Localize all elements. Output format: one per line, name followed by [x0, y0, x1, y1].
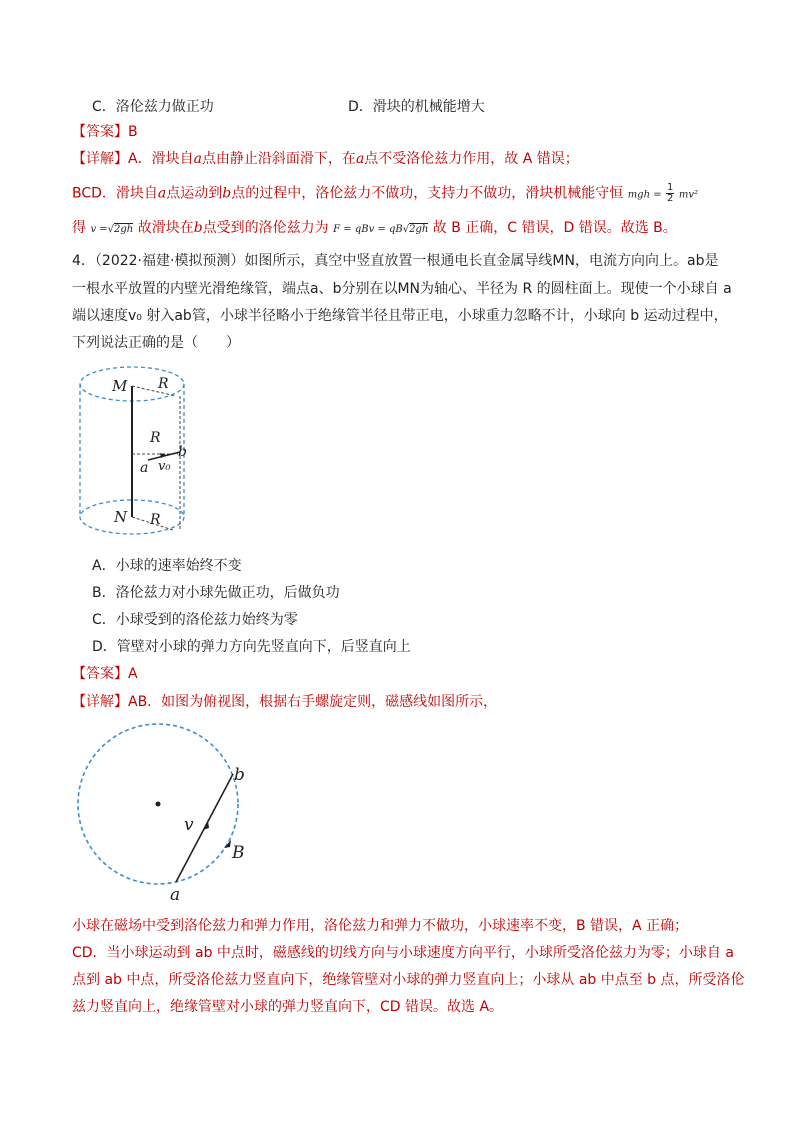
label-m: M — [112, 377, 128, 395]
label-v0: v₀ — [158, 459, 171, 474]
eq-half — [666, 183, 674, 204]
label-r-bottom: R — [150, 512, 161, 528]
option-a: A．小球的速率始终不变 — [92, 558, 242, 574]
label-r-mid: R — [150, 430, 161, 446]
detail-label: 【详解】 — [72, 694, 128, 710]
label-b-field: B — [232, 843, 245, 863]
option-b: B．洛伦兹力对小球先做正功，后做负功 — [92, 585, 340, 601]
var-a: a — [355, 151, 365, 167]
eq-sqrt: 2gh — [409, 224, 429, 235]
label-v: v — [184, 815, 194, 835]
question-stem-line-4: 下列说法正确的是（ ） — [72, 335, 240, 351]
question-stem-line-1: 4．（2022·福建·模拟预测）如图所示，真空中竖直放置一根通电长直金属导线MN，电流方向向上。ab是 — [72, 253, 719, 269]
frac-num: 1 — [667, 182, 674, 193]
detail-text: AB．如图为俯视图，根据右手螺旋定则，磁感线如图所示， — [128, 694, 498, 710]
detail-text: 点受到的洛伦兹力为 — [202, 220, 329, 236]
radius-top — [132, 386, 176, 396]
detail-line-1 — [72, 149, 579, 169]
var-b: b — [193, 220, 203, 236]
answer-row — [72, 122, 138, 142]
question-stem-line-3: 端以速度v₀ 射入ab管，小球半径略小于绝缘管半径且带正电，小球重力忽略不计，小球向 b 运动过程中， — [72, 308, 728, 324]
answer-label: 【答案】 — [72, 666, 128, 682]
label-a: a — [140, 460, 149, 476]
explain-line-1: 小球在磁场中受到洛伦兹力和弹力作用，洛伦兹力和弹力不做功，小球速率不变，B 错误，A 正确； — [72, 918, 689, 934]
var-a: a — [193, 151, 202, 167]
detail-text: BCD．滑块自 — [72, 185, 158, 202]
option-c: C．小球受到的洛伦兹力始终为零 — [92, 612, 298, 628]
detail-text: 点由静止沿斜面滑下，在 — [201, 151, 356, 167]
detail-text: A．滑块自 — [128, 151, 194, 167]
label-b: b — [234, 765, 245, 785]
answer-label: 【答案】 — [72, 124, 128, 140]
velocity-arrow-icon — [203, 821, 209, 830]
detail-text: 点运动到 — [166, 185, 223, 202]
detail-text: 故滑块在 — [137, 220, 194, 236]
eq-mv2: mv² — [678, 189, 699, 201]
detail-line-1 — [72, 692, 497, 712]
question-stem-line-2: 一根水平放置的内壁光滑绝缘管，端点a、b分别在以MN为轴心、半径为 R 的圆柱面上。现使一个小球自 a — [72, 281, 732, 297]
frac-den: 2 — [667, 193, 674, 204]
explain-line-3: 点到 ab 中点，所受洛伦兹力竖直向下，绝缘管壁对小球的弹力竖直向上；小球从 ab 中点至 b 点，所受洛伦 — [72, 972, 745, 988]
option-d: D．滑块的机械能增大 — [348, 99, 485, 115]
answer-value: B — [128, 124, 138, 140]
eq-force: F = qBv = qB — [333, 224, 403, 235]
label-r-top: R — [158, 376, 169, 392]
answer-value: A — [128, 666, 138, 682]
eq-v: v = — [90, 224, 108, 235]
explain-line-4: 兹力竖直向上，绝缘管壁对小球的弹力竖直向下，CD 错误。故选 A。 — [72, 999, 504, 1015]
detail-text: 故 B 正确，C 错误，D 错误。故选 B。 — [432, 220, 677, 236]
var-a: a — [157, 185, 167, 202]
top-view-figure — [72, 722, 262, 902]
detail-text: 得 — [72, 220, 86, 236]
option-c: C．洛伦兹力做正功 — [92, 99, 214, 115]
detail-line-3: 得 v =√2gh 故滑块在b点受到的洛伦兹力为 F = qBv = qB√2gh 故 B 正确，C 错误，D 错误。故选 B。 — [72, 220, 677, 236]
cylinder-figure — [70, 360, 200, 550]
label-n: N — [114, 508, 128, 526]
detail-line-2 — [72, 183, 698, 206]
detail-text: 点的过程中，洛伦兹力不做功，支持力不做功，滑块机械能守恒 — [231, 185, 624, 202]
center-dot-icon — [156, 802, 161, 807]
label-b: b — [178, 444, 187, 460]
detail-label: 【详解】 — [72, 151, 128, 167]
option-d: D．管壁对小球的弹力方向先竖直向下，后竖直向上 — [92, 639, 411, 655]
var-b: b — [222, 185, 232, 202]
eq-mgh: mgh = — [627, 189, 662, 201]
explain-line-2: CD．当小球运动到 ab 中点时，磁感线的切线方向与小球速度方向平行，小球所受洛伦兹力为零；小球自 a — [72, 945, 734, 961]
detail-text: 点不受洛伦兹力作用，故 A 错误； — [364, 151, 579, 167]
answer-row — [72, 664, 138, 684]
label-a: a — [170, 885, 181, 902]
eq-sqrt: 2gh — [114, 224, 134, 235]
